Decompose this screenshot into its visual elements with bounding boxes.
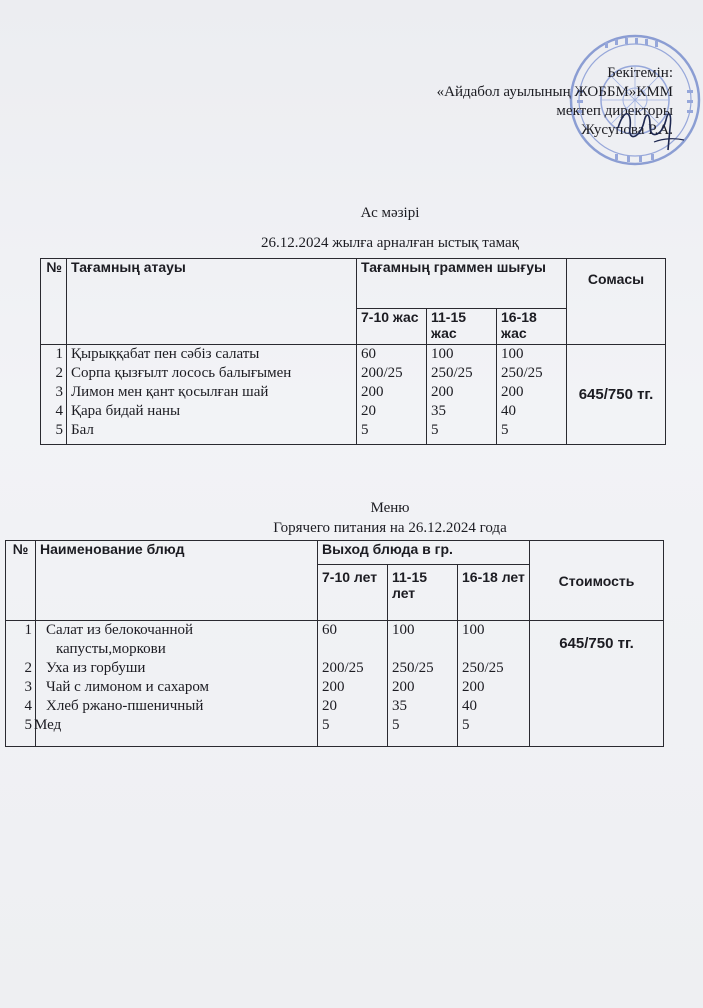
kz-dish-name: Бал (71, 422, 94, 438)
kz-gram-value: 200 (431, 384, 454, 400)
ru-gram-value: 5 (462, 717, 470, 733)
approval-line-1: Бекітемін: (607, 65, 673, 81)
ru-gram-value: 250/25 (462, 660, 504, 676)
ru-gram-value: 60 (322, 622, 337, 638)
ru-gram-value: 40 (462, 698, 477, 714)
kz-row-num: 5 (55, 422, 63, 438)
signature (610, 98, 690, 158)
kz-row-num: 2 (55, 365, 63, 381)
kz-header-price: Сомасы (567, 259, 666, 345)
kz-grams-7-10 (357, 345, 427, 445)
ru-menu-title: Меню (370, 500, 410, 516)
kz-row-numbers (41, 345, 67, 445)
ru-gram-value: 5 (322, 717, 330, 733)
kz-gram-value: 35 (431, 403, 446, 419)
ru-header-age-7-10: 7-10 лет (318, 565, 388, 621)
ru-row-numbers (6, 621, 36, 747)
kz-dish-name: Қырыққабат пен сәбіз салаты (71, 346, 260, 362)
kz-gram-value: 5 (501, 422, 509, 438)
kz-gram-value: 200 (361, 384, 384, 400)
ru-grams-16-18 (458, 621, 530, 747)
kz-row-num: 1 (55, 346, 63, 362)
kz-menu-table (40, 258, 666, 445)
kz-menu-subtitle: 26.12.2024 жылға арналған ыстық тамақ (261, 235, 519, 251)
kz-header-age-7-10: 7-10 жас (357, 309, 427, 345)
ru-header-age-16-18: 16-18 лет (458, 565, 530, 621)
approval-line-2: «Айдабол ауылының ЖОББМ»КММ (436, 84, 673, 100)
approval-line-3: мектеп директоры (556, 103, 673, 119)
kz-header-grams: Тағамның граммен шығуы (357, 259, 567, 309)
ru-header-price: Стоимость (530, 541, 664, 621)
ru-grams-11-15 (388, 621, 458, 747)
kz-gram-value: 5 (431, 422, 439, 438)
kz-gram-value: 100 (501, 346, 524, 362)
ru-row-num: 5 (24, 717, 32, 733)
kz-gram-value: 250/25 (431, 365, 473, 381)
ru-menu-subtitle: Горячего питания на 26.12.2024 года (273, 520, 507, 536)
ru-header-name: Наименование блюд (36, 541, 318, 621)
ru-menu-table (5, 540, 664, 747)
kz-dish-name: Сорпа қызғылт лосось балығымен (71, 365, 292, 381)
ru-row-num: 1 (24, 622, 32, 638)
ru-header-num: № (6, 541, 36, 621)
kz-row-num: 3 (55, 384, 63, 400)
ru-row-num: 4 (24, 698, 32, 714)
ru-grams-7-10 (318, 621, 388, 747)
ru-gram-value: 200 (392, 679, 415, 695)
kz-dish-name: Қара бидай наны (71, 403, 181, 419)
approval-line-4: Жусупова Р.А. (581, 122, 673, 138)
ru-gram-value: 20 (322, 698, 337, 714)
kz-menu-title: Ас мәзірі (360, 205, 420, 221)
kz-row-num: 4 (55, 403, 63, 419)
kz-gram-value: 60 (361, 346, 376, 362)
ru-gram-value: 35 (392, 698, 407, 714)
ru-header-age-11-15: 11-15 лет (388, 565, 458, 621)
kz-gram-value: 100 (431, 346, 454, 362)
kz-grams-11-15 (427, 345, 497, 445)
kz-grams-16-18 (497, 345, 567, 445)
kz-gram-value: 250/25 (501, 365, 543, 381)
kz-dish-names (67, 345, 357, 445)
ru-gram-value: 100 (392, 622, 415, 638)
kz-header-age-11-15: 11-15 жас (427, 309, 497, 345)
kz-header-age-16-18: 16-18 жас (497, 309, 567, 345)
kz-header-num: № (41, 259, 67, 345)
kz-price: 645/750 тг. (567, 345, 666, 445)
ru-header-grams: Выход блюда в гр. (318, 541, 530, 565)
ru-dish-names (36, 621, 318, 747)
kz-dish-name: Лимон мен қант қосылған шай (71, 384, 269, 400)
ru-dish-name: Хлеб ржано-пшеничный (46, 698, 204, 714)
kz-gram-value: 20 (361, 403, 376, 419)
ru-dish-name: Уха из горбуши (46, 660, 146, 676)
kz-gram-value: 200/25 (361, 365, 403, 381)
ru-gram-value: 250/25 (392, 660, 434, 676)
ru-dish-name: Чай с лимоном и сахаром (46, 679, 210, 695)
kz-gram-value: 200 (501, 384, 524, 400)
ru-dish-name: Мед (34, 717, 62, 733)
ru-dish-name: капусты,моркови (56, 641, 166, 657)
ru-gram-value: 200 (322, 679, 345, 695)
kz-gram-value: 40 (501, 403, 516, 419)
ru-gram-value: 200 (462, 679, 485, 695)
ru-row-num: 2 (24, 660, 32, 676)
kz-header-name: Тағамның атауы (67, 259, 357, 345)
kz-gram-value: 5 (361, 422, 369, 438)
ru-price: 645/750 тг. (530, 621, 664, 747)
ru-gram-value: 5 (392, 717, 400, 733)
ru-dish-name: Салат из белокочанной (46, 622, 194, 638)
ru-gram-value: 200/25 (322, 660, 364, 676)
ru-gram-value: 100 (462, 622, 485, 638)
ru-row-num: 3 (24, 679, 32, 695)
